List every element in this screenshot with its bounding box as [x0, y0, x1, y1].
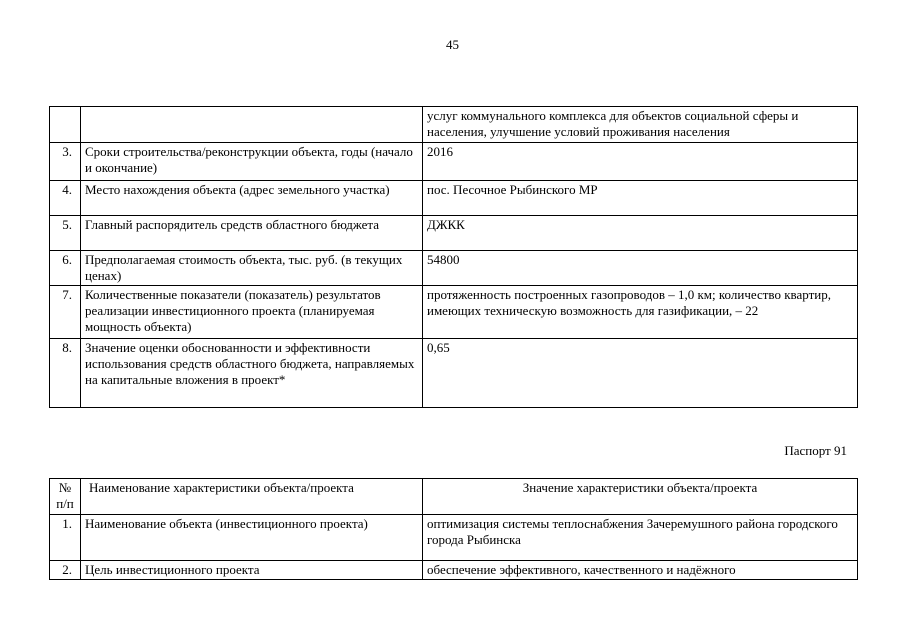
characteristic-value: пос. Песочное Рыбинского МР — [423, 181, 858, 216]
row-number: 5. — [50, 216, 81, 251]
characteristic-value: услуг коммунального комплекса для объектов социальной сферы и населения, улучшение условий проживания населения — [423, 107, 858, 143]
characteristic-value: 54800 — [423, 251, 858, 286]
characteristic-name: Предполагаемая стоимость объекта, тыс. руб. (в текущих ценах) — [81, 251, 423, 286]
table-row — [50, 216, 858, 251]
characteristic-name: Сроки строительства/реконструкции объекта, годы (начало и окончание) — [81, 143, 423, 181]
table-row — [50, 339, 858, 408]
header-value: Значение характеристики объекта/проекта — [423, 479, 858, 515]
characteristic-name: Место нахождения объекта (адрес земельного участка) — [81, 181, 423, 216]
passport-title: Паспорт 91 — [784, 443, 847, 458]
characteristic-value: протяженность построенных газопроводов – 1,0 км; количество квартир, имеющих техническую возможность для газификации, – 22 — [423, 286, 858, 339]
characteristic-value: 0,65 — [423, 339, 858, 408]
table-row — [50, 286, 858, 339]
row-number: 7. — [50, 286, 81, 339]
row-number: 1. — [50, 515, 81, 561]
page-number: 45 — [446, 37, 459, 52]
row-number: 3. — [50, 143, 81, 181]
table-row — [50, 143, 858, 181]
characteristic-name: Наименование объекта (инвестиционного проекта) — [81, 515, 423, 561]
header-name: Наименование характеристики объекта/проекта — [81, 479, 423, 515]
row-number — [50, 107, 81, 143]
header-number: № п/п — [50, 479, 81, 515]
characteristic-name: Значение оценки обоснованности и эффективности использования средств областного бюджета, направляемых на капитальные вложения в проект* — [81, 339, 423, 408]
table-row — [50, 251, 858, 286]
table-row — [50, 515, 858, 561]
row-number: 8. — [50, 339, 81, 408]
table-row — [50, 107, 858, 143]
characteristic-name — [81, 107, 423, 143]
characteristic-name: Количественные показатели (показатель) результатов реализации инвестиционного проекта (планируемая мощность объекта) — [81, 286, 423, 339]
row-number: 2. — [50, 561, 81, 580]
row-number: 6. — [50, 251, 81, 286]
characteristic-value: оптимизация системы теплоснабжения Зачеремушного района городского города Рыбинска — [423, 515, 858, 561]
characteristic-value: обеспечение эффективного, качественного и надёжного — [423, 561, 858, 580]
passport-table-continued — [49, 106, 858, 408]
characteristic-name: Цель инвестиционного проекта — [81, 561, 423, 580]
characteristic-name: Главный распорядитель средств областного бюджета — [81, 216, 423, 251]
characteristic-value: ДЖКК — [423, 216, 858, 251]
table-row — [50, 561, 858, 580]
table-row — [50, 181, 858, 216]
characteristic-value: 2016 — [423, 143, 858, 181]
passport-table — [49, 478, 858, 580]
table-header-row — [50, 479, 858, 515]
row-number: 4. — [50, 181, 81, 216]
